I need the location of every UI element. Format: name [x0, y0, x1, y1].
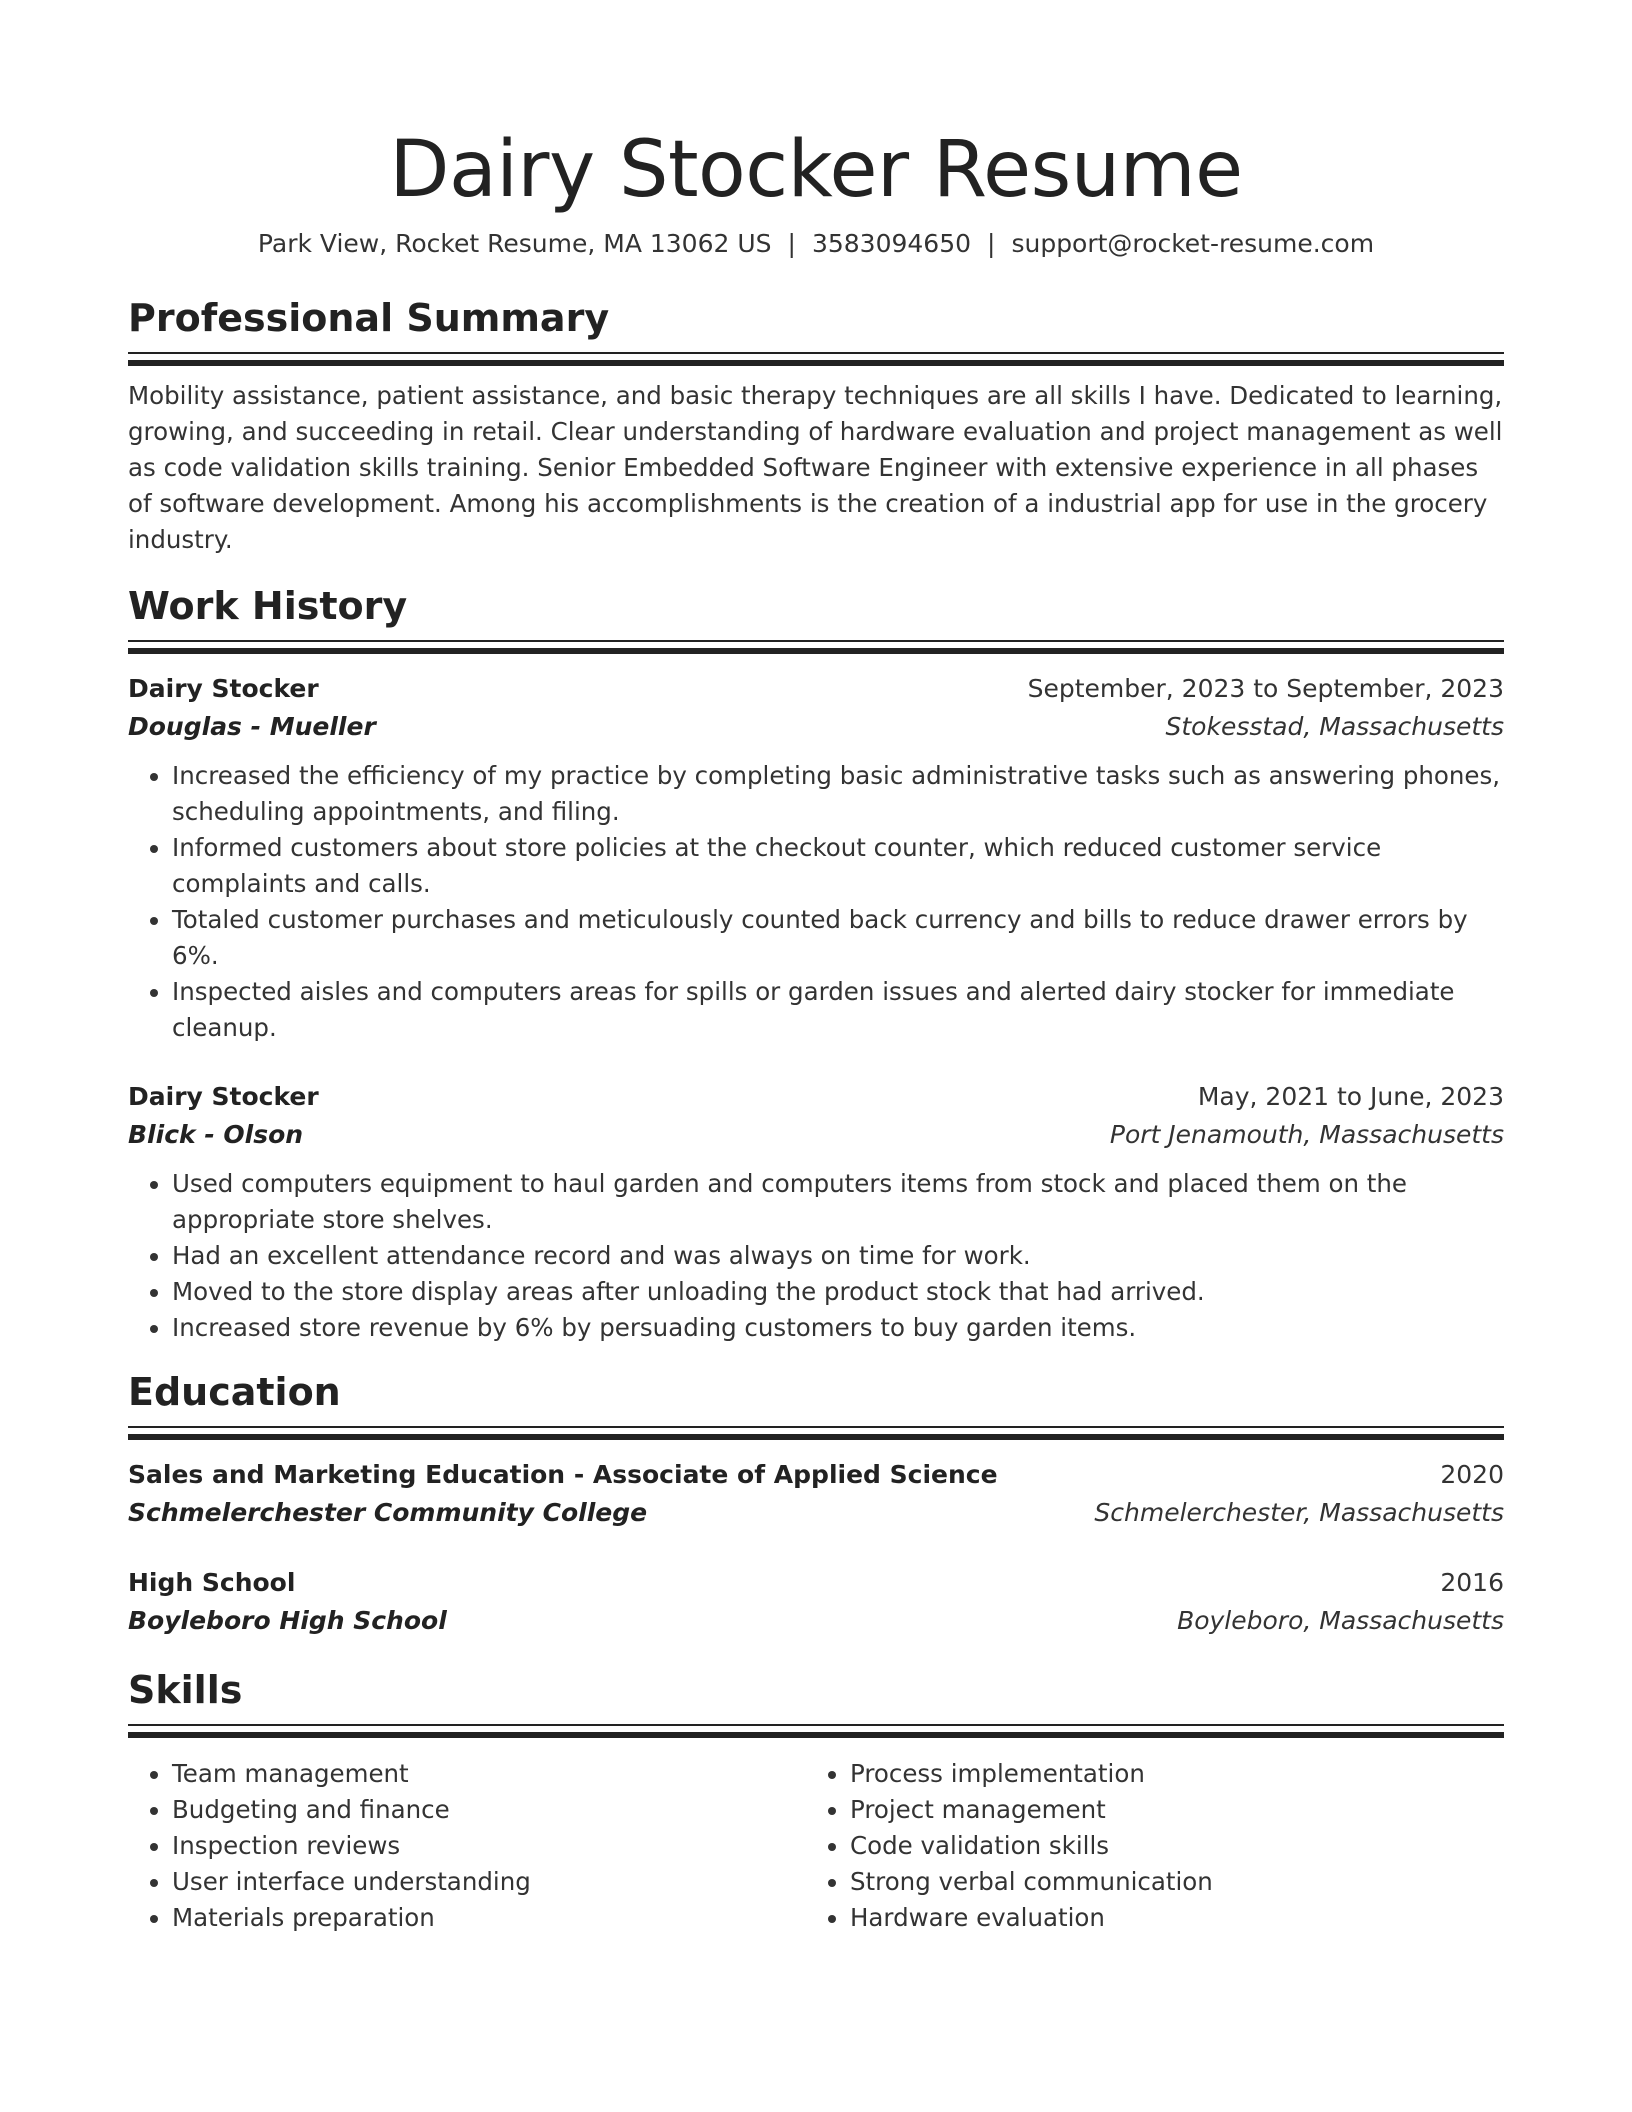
skill-item: • Hardware evaluation: [850, 1900, 1484, 1936]
job-bullet: • Totaled customer purchases and meticulously counted back currency and bills to reduce drawer errors by 6%.: [172, 902, 1504, 974]
section-title-summary: Professional Summary: [128, 296, 610, 340]
section-title-work-history: Work History: [128, 584, 408, 628]
job-title: Dairy Stocker: [128, 1082, 319, 1111]
job-bullet: • Used computers equipment to haul garden and computers items from stock and placed them on the appropriate store shelves.: [172, 1166, 1504, 1238]
graduation-year: 2020: [1440, 1460, 1504, 1489]
job-bullet: • Increased the efficiency of my practice by completing basic administrative tasks such as answering phones, scheduling appointments, and filing.: [172, 758, 1504, 830]
section-divider: [128, 1724, 1504, 1744]
education-entry: [128, 1564, 1504, 1640]
resume-title: Dairy Stocker Resume: [389, 125, 1243, 215]
school-location: Schmelerchester, Massachusetts: [1094, 1498, 1504, 1527]
phone-text: 3583094650: [811, 229, 972, 258]
job-bullet: • Had an excellent attendance record and was always on time for work.: [172, 1238, 1504, 1274]
skill-item: • User interface understanding: [172, 1864, 806, 1900]
work-history-section: [128, 582, 1504, 1346]
skills-list: [128, 1756, 1504, 1936]
contact-line: [128, 226, 1504, 262]
skill-item: • Strong verbal communication: [850, 1864, 1484, 1900]
school-name: Boyleboro High School: [128, 1606, 447, 1635]
skill-item: • Materials preparation: [172, 1900, 806, 1936]
school-location: Boyleboro, Massachusetts: [1177, 1606, 1504, 1635]
education-section: [128, 1368, 1504, 1640]
skills-section: [128, 1666, 1504, 1936]
job-location: Port Jenamouth, Massachusetts: [1109, 1120, 1504, 1149]
degree-name: Sales and Marketing Education - Associate of Applied Science: [128, 1460, 998, 1489]
address-text: Park View, Rocket Resume, MA 13062 US: [257, 229, 772, 258]
school-name: Schmelerchester Community College: [128, 1498, 648, 1527]
skill-item: • Code validation skills: [850, 1828, 1484, 1864]
graduation-year: 2016: [1440, 1568, 1504, 1597]
employer-name: Douglas - Mueller: [128, 712, 376, 741]
degree-name: High School: [128, 1568, 296, 1597]
skills-column-left: [128, 1756, 806, 1936]
summary-section: [128, 294, 1504, 558]
section-title-education: Education: [128, 1370, 341, 1414]
job-bullet: • Informed customers about store policies at the checkout counter, which reduced customer service complaints and calls.: [172, 830, 1504, 902]
skill-item: • Process implementation: [850, 1756, 1484, 1792]
skill-item: • Team management: [172, 1756, 806, 1792]
job-entry: [128, 670, 1504, 1046]
education-entry: [128, 1456, 1504, 1532]
employer-name: Blick - Olson: [128, 1120, 304, 1149]
job-dates: May, 2021 to June, 2023: [1197, 1082, 1504, 1111]
contact-separator: |: [987, 229, 996, 258]
job-bullet: • Inspected aisles and computers areas for spills or garden issues and alerted dairy stocker for immediate cleanup.: [172, 974, 1504, 1046]
job-location: Stokesstad, Massachusetts: [1165, 712, 1504, 741]
resume-page: [128, 0, 1504, 1936]
section-divider: [128, 1426, 1504, 1446]
contact-separator: |: [787, 229, 796, 258]
job-bullets: [128, 1166, 1504, 1346]
job-dates: September, 2023 to September, 2023: [1027, 674, 1504, 703]
skills-column-right: [806, 1756, 1484, 1936]
section-divider: [128, 352, 1504, 372]
job-entry: [128, 1078, 1504, 1346]
job-title: Dairy Stocker: [128, 674, 319, 703]
skill-item: • Project management: [850, 1792, 1484, 1828]
job-bullet: • Increased store revenue by 6% by persuading customers to buy garden items.: [172, 1310, 1504, 1346]
job-bullet: • Moved to the store display areas after unloading the product stock that had arrived.: [172, 1274, 1504, 1310]
section-title-skills: Skills: [128, 1668, 243, 1712]
job-bullets: [128, 758, 1504, 1046]
skill-item: • Inspection reviews: [172, 1828, 806, 1864]
summary-text: Mobility assistance, patient assistance, and basic therapy techniques are all skills I have. Dedicated to learning, growing, and succeeding in retail. Clear understanding of hardware evaluation and project management as well as code validation skills training. Senior Embedded Software Engineer with extensive experience in all phases of software development. Among his accomplishments is the creation of a industrial app for use in the grocery industry.: [128, 381, 1503, 554]
email-text: support@rocket-resume.com: [1011, 229, 1375, 258]
section-divider: [128, 640, 1504, 660]
skill-item: • Budgeting and finance: [172, 1792, 806, 1828]
